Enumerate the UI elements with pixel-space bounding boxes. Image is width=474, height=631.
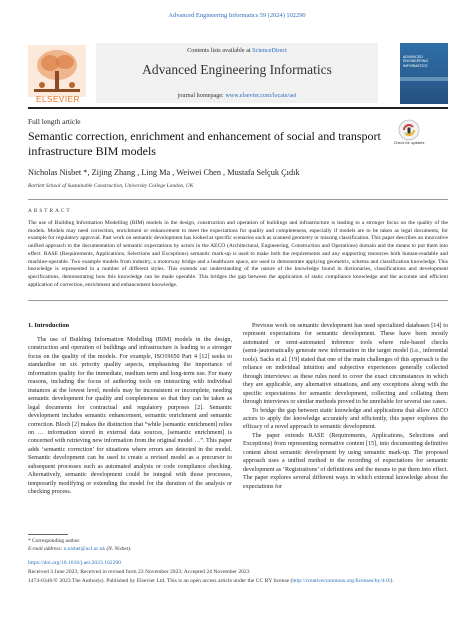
check-for-updates-label: Check for updates (393, 141, 425, 145)
contents-line (96, 47, 378, 54)
author-list: Nicholas Nisbet *, Zijing Zhang , Ling Ma , Weiwei Chen , Mustafa Selçuk Çıdık (28, 168, 300, 177)
elsevier-tree-logo (28, 45, 86, 97)
paragraph: To bridge the gap between static knowledge and applications that allow AECO actors to apply the knowledge accurately and efficiently, this paper explores the efficacy of a novel approach to semantic development. (243, 407, 448, 431)
journal-homepage (96, 92, 378, 99)
license-link[interactable]: http://creativecommons.org/licenses/by/4.0/ (292, 578, 391, 584)
abstract-top-rule (28, 199, 448, 200)
homepage-prefix: journal homepage: (177, 92, 224, 99)
paragraph: The paper extends RASE (Requirements, Applications, Selections and Exceptions) from representing normative content [15], into documenting definitive content about semantic development by using semantic mark-up. The proposed approach uses a unified method to the recording of expectations for semantic development as ‘Registrations’ of definitions and the means to put them into effect. The paper explores several different ways in which external knowledge about the expectations for (243, 432, 448, 490)
journal-cover-thumbnail[interactable] (400, 43, 448, 104)
sciencedirect-link[interactable]: ScienceDirect (252, 47, 287, 54)
journal-citation-link[interactable]: Advanced Engineering Informatics 59 (2024) 102290 (168, 12, 306, 19)
received-dates: Received 3 June 2023; Received in revised form 23 November 2023; Accepted 24 November 2023 (28, 569, 250, 575)
license-prefix: 1474-0346/© 2023 The Author(s). Published by Elsevier Ltd. This is an open access article under the CC BY license ( (28, 578, 293, 584)
abstract-heading: ABSTRACT (28, 208, 72, 214)
email-link[interactable]: n.nisbet@ucl.ac.uk (63, 546, 106, 552)
elsevier-wordmark: ELSEVIER (36, 95, 80, 104)
left-column (28, 336, 232, 497)
header-rule (28, 107, 448, 109)
paragraph: The use of Building Information Modelling (BIM) models in the design, construction and operation of buildings and infrastructure is leading to a stronger focus on the quality of the models. For example, ISO19650 Part 4 [12] seeks to standardise on six priority quality aspects, emphasising the importance of information quality for the immediate, medium term and long-term use. For many reasons, including the focus of authoring tools on interacting with individual instances at the lowest level, models may be inconsistent or incomplete, needing semantic development for quality and completeness so that they can be taken as legal documents for contractual and regulatory purposes [2]. Semantic development includes semantic enhancement, semantic enrichment and semantic correction. Bloch [2] makes the distinction that “while [semantic enrichment] relies on … information stored in external data sources, [semantic enrichment] is concerned with retrieving new information from the original model …”. This paper adds ‘semantic correction’ for situations where errors are detected in the model. Semantic development can be used to create a revised model as a precursor to subsequent processes such as automated analysis or code compliance checking. Alternatively, semantic development could be integral with those processes, temporarily modifying or extending the model for the duration of the analysis or checking process. (28, 337, 232, 496)
email-note (28, 546, 131, 552)
journal-name: Advanced Engineering Informatics (142, 62, 332, 77)
license-suffix: ). (390, 578, 394, 584)
cover-title: ADVANCED ENGINEERING INFORMATICS (403, 55, 429, 68)
footnote-rule (28, 534, 68, 535)
section-heading-introduction: 1. Introduction (28, 322, 70, 329)
abstract-bottom-rule (28, 300, 448, 301)
cover-stripe (400, 77, 448, 81)
license-line (28, 578, 458, 584)
email-label: E-mail address: (28, 546, 63, 552)
abstract-body: The use of Building Information Modelling (BIM) models in the design, construction and operation of buildings and infrastructure is leading to a stronger focus on the quality of the models. Models may need correction, enrichment or enhancement to meet the expectations for quality and completeness, especially if models are to be taken as legal documents, for example for regulatory approval. Past work on semantic development has looked at specific scenarios such as scanned geometry or missing classification. This paper describes an innovative unified approach to the documentation of semantic expectations by actors in the AECO (Architectural, Engineering, Construction and Operations) domain and the means to put them into effect. RASE (Requirements, Applications, Selections and Exceptions) semantic mark-up is used to make both the requirements and any supporting resources both human-readable and machine-operable. Two example models from industry, a motorway bridge and a healthcare space, are used to demonstrate applying geometric, schema and classification knowledge. This knowledge is represented in a number of different styles. This extends our understanding of the nature of the knowledge found in dictionaries, classifications and development specifications, demonstrating how this knowledge can be made operable. This bridges the gap between the application of static compliance knowledge and the accurate and efficient application of correction, enrichment and enhancement knowledge. (28, 220, 448, 288)
paragraph: Previous work on semantic development has used specialized databases [14] to represent expectations for semantic development. These have been mostly automated or semi-automated inference tools where rule-based checks (semi-)automatically generate new information in the target model (i.e., inferential tools). Sacks et al. [19] stated that one of the main challenges of this approach is the reliance on individual intuition and subjective experiences generally collected through interviews: as these rules need to cover the exact circumstances in which they are applicable, any alternative situations, and any exceptions along with the specific expectations for semantic development, collecting and collating them through interviews or similar methods proved to be unreliable for several use cases. (243, 323, 448, 406)
email-suffix: (N. Nisbet). (106, 546, 132, 552)
affiliation: Bartlett School of Sustainable Construction, University College London, UK (28, 183, 194, 189)
homepage-link[interactable]: www.elsevier.com/locate/aei (225, 92, 297, 99)
right-column (243, 322, 448, 491)
contents-prefix: Contents lists available at (187, 47, 251, 54)
check-for-updates-icon[interactable] (398, 119, 420, 141)
doi-link[interactable]: https://doi.org/10.1016/j.aei.2023.102290 (28, 560, 121, 566)
corresponding-author-note: * Corresponding author. (28, 538, 81, 544)
article-title: Semantic correction, enrichment and enhancement of social and transport infrastructure BIM models (28, 129, 381, 158)
article-type: Full length article (28, 117, 81, 126)
